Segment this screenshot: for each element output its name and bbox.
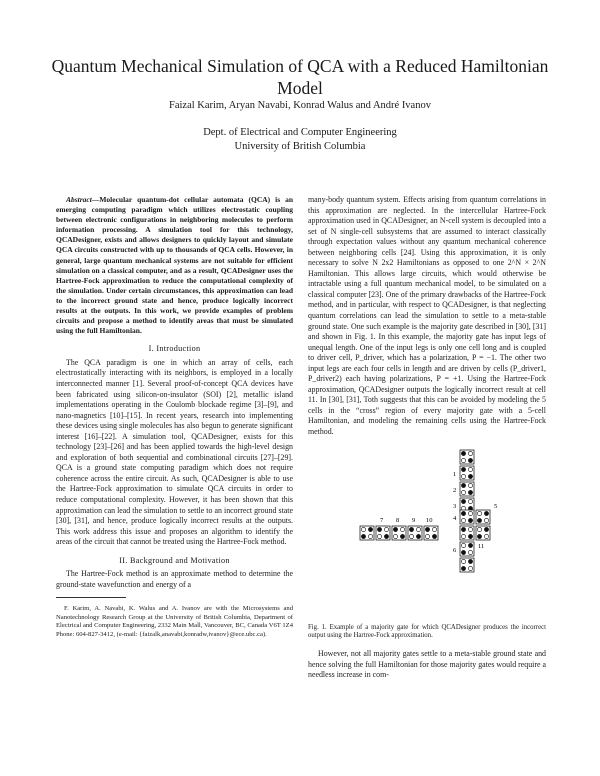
qca-cell-row-1 [376, 526, 390, 540]
section-heading-introduction: I. Introduction [148, 344, 201, 354]
cell-label-c10: 10 [426, 516, 433, 524]
figure-majority-gate [308, 448, 546, 618]
abstract-label: Abstract [66, 195, 92, 204]
paper-title: Quantum Mechanical Simulation of QCA with a Reduced Hamiltonian Model [51, 56, 549, 98]
affiliation-university: University of British Columbia [234, 141, 366, 152]
section-heading-background: II. Background and Motivation [119, 555, 230, 565]
driver-cell-right [476, 510, 490, 524]
abstract [56, 195, 293, 336]
affiliation [40, 126, 560, 154]
right-paragraph-2: However, not all majority gates settle to a meta-stable ground state and hence solving the full Hamiltonian for those majority gates would require a needless increase in com- [308, 649, 546, 680]
qca-cell-row-4 [424, 526, 438, 540]
cell-label-c1: 1 [453, 470, 457, 478]
cell-label-c3: 3 [453, 502, 457, 510]
cell-label-c7: 7 [380, 516, 384, 524]
left-column [56, 195, 293, 646]
qca-cell-row-2 [392, 526, 406, 540]
driver-cell-bottom [460, 558, 474, 572]
driver-cell-left [360, 526, 374, 540]
intro-paragraph: The QCA paradigm is one in which an array of cells, each electrostatically interacting with its neighbors, is employed in a locally interconnected manner [1]. Several proof-of-concept QCA devices have been fabricated using silicon-on-insulator (SOI) [2], metallic island implementations operating in the Coulomb blockade regime [3]–[9], and nano-magnetics [10]–[15]. In recent years, research into implementing these devices using single molecules has also begun to generate significant interest [16]–[22]. A simulation tool, QCADesigner, exists for this technology [23]–[26] and has been applied towards the high-level design and exploration of both sequential and combinational circuits [27]–[29]. QCA is a ground state computing paradigm which does not require coherence across the entire circuit. As such, QCADesigner is able to use the Hartree-Fock approximation to simulate QCA circuits in order to reduce computational complexity. However, it has been shown that this approximation can lead the simulation to settle to an incorrect ground state [30], [31], and hence, produce logically incorrect results at the outputs. This work address this issue and proposes an algorithm to identify the areas of the circuit that cannot be treated using the Hartree-Fock method. [56, 357, 293, 547]
qca-cell-1 [460, 466, 474, 480]
qca-cell-center [460, 526, 474, 540]
driver-cell-top [460, 450, 474, 464]
cell-label-c5: 5 [494, 502, 498, 510]
figure-caption: Fig. 1. Example of a majority gate for which QCADesigner produces the incorrect output using the Hartree-Fock approximation. [308, 623, 546, 640]
cell-label-c9: 9 [412, 516, 416, 524]
qca-cell-2 [460, 482, 474, 496]
background-paragraph: The Hartree-Fock method is an approximate method to determine the ground-state wavefunction and energy of a [56, 569, 293, 589]
qca-majority-gate-diagram [308, 448, 546, 618]
cell-label-c2: 2 [453, 486, 457, 494]
paper-authors: Faizal Karim, Aryan Navabi, Konrad Walus and André Ivanov [169, 100, 431, 111]
cell-label-c11: 11 [478, 542, 485, 550]
qca-cell-4 [460, 510, 474, 524]
cell-label-c8: 8 [396, 516, 400, 524]
footnote-rule [56, 597, 126, 598]
qca-cell-11 [476, 526, 490, 540]
affiliation-department: Dept. of Electrical and Computer Engineering [203, 127, 397, 138]
qca-cell-6 [460, 542, 474, 556]
right-column [308, 195, 546, 681]
abstract-text: —Molecular quantum-dot cellular automata (QCA) is an emerging computing paradigm which utilizes electrostatic coupling between electronic configurations in neighboring molecules to perform information processing. A simulation tool for this technology, QCADesigner, exists and allows designers to quickly layout and simulate QCA circuits constructed with up to thousands of QCA cells. However, in general, large quantum mechanical systems are not suitable for efficient simulation on a classical computer, and as a result, QCADesigner uses the Hartree-Fock approximation to reduce the computational complexity of the simulation. Under certain circumstances, this approximation can lead to the incorrect ground state and hence, produce logically incorrect results at the outputs. In this work, we provide examples of problem circuits and propose a method to identify areas that must be simulated using the full Hamiltonian. [56, 195, 293, 336]
cell-label-c4: 4 [453, 514, 457, 522]
background-paragraph-continued: many-body quantum system. Effects arising from quantum correlations in this approximation are neglected. In the intercellular Hartree-Fock approximation used in QCADesigner, an N-cell system is decoupled into a set of N single-cell subsystems that are assumed to interact classically through expectation values without any quantum mechanical coherence between neighboring cells [24]. Using this approximation, it is only necessary to solve N 2x2 Hamiltonians as opposed to one 2^N × 2^N Hamiltonian. This allows large circuits, which would otherwise be intractable using a full quantum mechanical model, to be simulated on a classical computer [23]. One of the primary drawbacks of the Hartree-Fock method, and in particular, with respect to QCADesigner, is that neglecting quantum correlations can lead the simulation to settle to a meta-stable ground state. One such example is the majority gate described in [30], [31] and shown in Fig. 1. In this example, the majority gate has input legs of unequal length. One of the input legs is only one cell long and is coupled to driver cell, P_driver, which has a polarization, P = −1. The other two input legs are each four cells in length and are driven by cells (P_driver1, P_driver2) each having polarizations, P = +1. Using the Hartree-Fock approximation, QCADesigner outputs the logically incorrect result at cell 11. In [30], [31], Toth suggests that this can be avoided by modeling the 5 cells in the “cross” region of every majority gate with a 5-cell Hamiltonian, and modeling the remaining cells using the Hartree-Fock method. [308, 195, 546, 437]
footnote: F. Karim, A. Navabi, K. Walus and A. Ivanov are with the Microsystems and Nanotechnology Research Group at the University of British Columbia, Department of Electrical and Computer Engineering, 2332 Main Mall, Vancouver, BC, Canada V6T 1Z4 Phone: 604-827-3412, (e-mail: {faizalk,anavabi,konradw,ivanov}@ece.ubc.ca). [56, 604, 293, 638]
qca-cell-row-3 [408, 526, 422, 540]
cell-label-c6: 6 [453, 546, 457, 554]
